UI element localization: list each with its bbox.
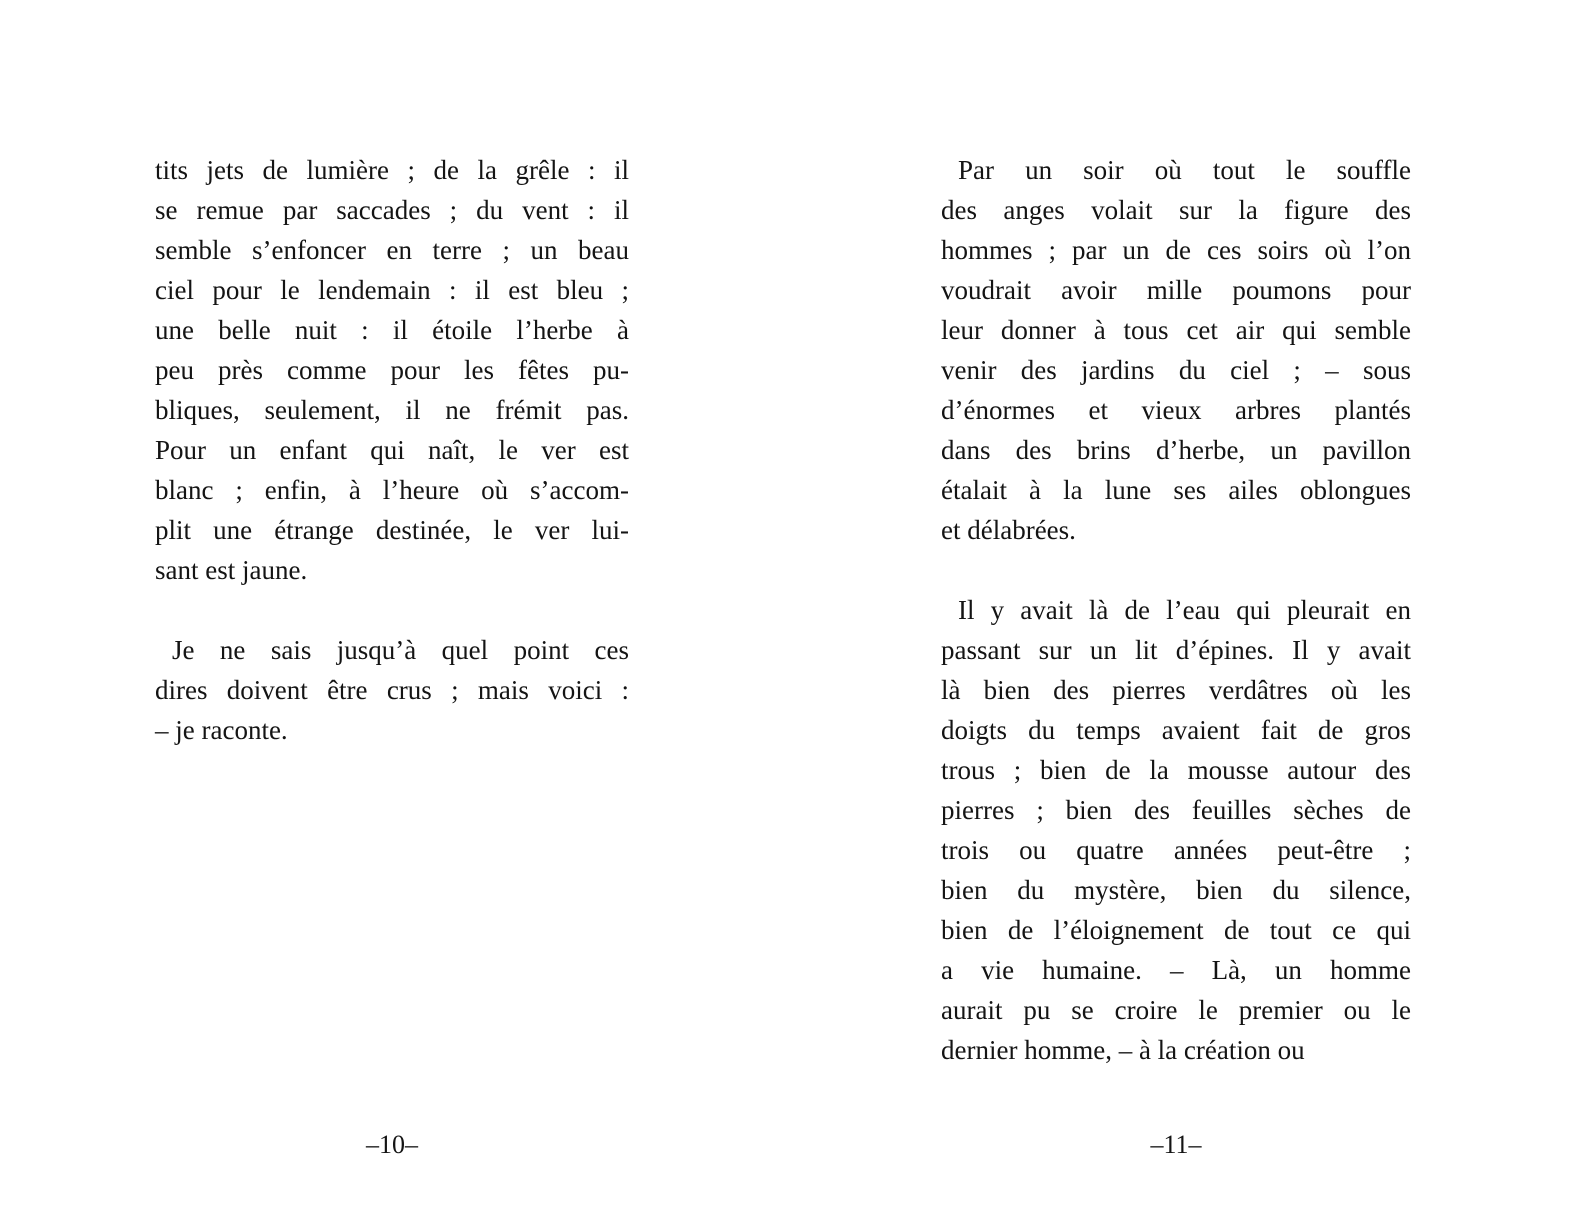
text-line: sant est jaune. bbox=[155, 555, 308, 585]
text-line: blanc ; enfin, à l’heure où s’accom- bbox=[155, 475, 629, 505]
text-line: – je raconte. bbox=[155, 715, 288, 745]
text-line: pierres ; bien des feuilles sèches de bbox=[941, 795, 1411, 825]
text-line: dernier homme, – à la création ou bbox=[941, 1035, 1305, 1065]
text-line: Il y avait là de l’eau qui pleurait en bbox=[958, 595, 1411, 625]
text-line: trois ou quatre années peut-être ; bbox=[941, 835, 1411, 865]
left-page-number: –10– bbox=[366, 1130, 418, 1159]
text-line: dires doivent être crus ; mais voici : bbox=[155, 675, 629, 705]
right-paragraph-2 bbox=[941, 590, 1411, 1070]
right-paragraph-1 bbox=[941, 150, 1411, 550]
text-line: se remue par saccades ; du vent : il bbox=[155, 195, 629, 225]
right-page-number: –11– bbox=[1150, 1130, 1202, 1159]
text-line: là bien des pierres verdâtres où les bbox=[941, 675, 1411, 705]
text-line: a vie humaine. – Là, un homme bbox=[941, 955, 1411, 985]
text-line: bien du mystère, bien du silence, bbox=[941, 875, 1411, 905]
text-line: bliques, seulement, il ne frémit pas. bbox=[155, 395, 629, 425]
text-line: trous ; bien de la mousse autour des bbox=[941, 755, 1411, 785]
text-line: Pour un enfant qui naît, le ver est bbox=[155, 435, 629, 465]
text-line: plit une étrange destinée, le ver lui- bbox=[155, 515, 629, 545]
text-line: bien de l’éloignement de tout ce qui bbox=[941, 915, 1411, 945]
right-page-text bbox=[941, 150, 1411, 1070]
text-line: des anges volait sur la figure des bbox=[941, 195, 1411, 225]
text-line: passant sur un lit d’épines. Il y avait bbox=[941, 635, 1411, 665]
text-line: aurait pu se croire le premier ou le bbox=[941, 995, 1411, 1025]
text-line: Par un soir où tout le souffle bbox=[958, 155, 1411, 185]
text-line: doigts du temps avaient fait de gros bbox=[941, 715, 1411, 745]
text-line: hommes ; par un de ces soirs où l’on bbox=[941, 235, 1411, 265]
left-paragraph-2 bbox=[155, 630, 629, 750]
text-line: semble s’enfoncer en terre ; un beau bbox=[155, 235, 629, 265]
left-paragraph-1 bbox=[155, 150, 629, 590]
text-line: dans des brins d’herbe, un pavillon bbox=[941, 435, 1411, 465]
text-line: Je ne sais jusqu’à quel point ces bbox=[172, 635, 629, 665]
text-line: peu près comme pour les fêtes pu- bbox=[155, 355, 629, 385]
text-line: leur donner à tous cet air qui semble bbox=[941, 315, 1411, 345]
text-line: d’énormes et vieux arbres plantés bbox=[941, 395, 1411, 425]
text-line: et délabrées. bbox=[941, 515, 1076, 545]
text-line: venir des jardins du ciel ; – sous bbox=[941, 355, 1411, 385]
text-line: ciel pour le lendemain : il est bleu ; bbox=[155, 275, 629, 305]
text-line: étalait à la lune ses ailes oblongues bbox=[941, 475, 1411, 505]
left-page-text bbox=[155, 150, 629, 750]
text-line: voudrait avoir mille poumons pour bbox=[941, 275, 1411, 305]
text-line: une belle nuit : il étoile l’herbe à bbox=[155, 315, 629, 345]
text-line: tits jets de lumière ; de la grêle : il bbox=[155, 155, 629, 185]
